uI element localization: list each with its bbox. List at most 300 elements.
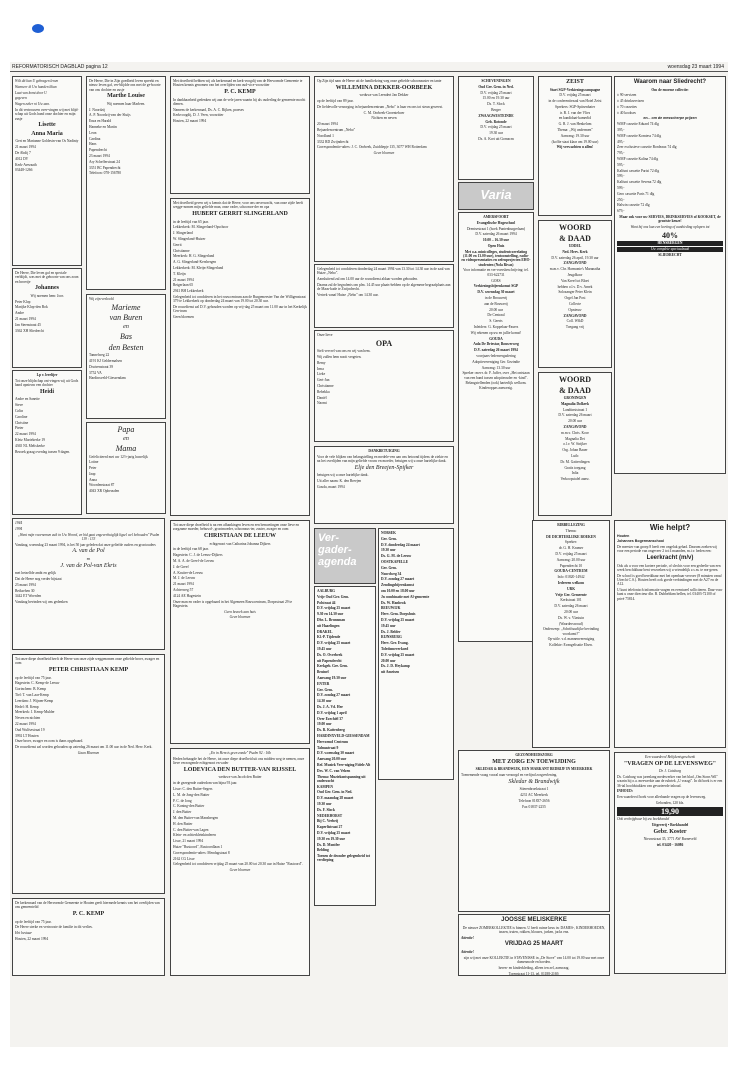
text-line: Start SGP-Verkiezingscampagne [549, 87, 601, 92]
text-line: Opnieuw [568, 307, 582, 312]
agenda-scheveningen [458, 76, 534, 180]
text-line: D.V. zondag 27 maart [381, 577, 415, 582]
text-line: Gouda, maart 1994 [317, 484, 345, 489]
newspaper-page [10, 62, 728, 1047]
text-line: Oud Ger. Gem. in Ned. [317, 790, 353, 795]
text-line: Vrije Ger. Gemeente [555, 592, 587, 597]
text-line: ± 70 cassettes [617, 104, 637, 109]
text-line: Heden behaagde het de Heere, tot onze diepe droefheid uit ons midden weg te nemen, onze lieve verzorgende echtgenoot en vader [173, 756, 305, 766]
text-line: 4012 DV [15, 156, 29, 161]
text-line: A. Kruiter-de Leeuw [173, 570, 203, 575]
text-line: Laat van komt door U [15, 90, 47, 95]
text-line: 14.30 uur [317, 699, 332, 704]
text-line: WMF cassette Eduard 74 dlg [617, 122, 659, 127]
text-line: Neven en nichten [15, 716, 41, 721]
text-line: Vrije Oud Ger. Gem. [317, 594, 350, 599]
text-line: Spreker: [564, 540, 578, 545]
text-line: Gelegenheid tot condoleren donderdag 24 maart 1994 van 13.30 tot 14.30 uur in de zaal van Huize „Nebo". [317, 267, 450, 276]
text-line: A. P. Noordzij-van der Sluijs [89, 113, 131, 118]
text-line: en [123, 323, 129, 330]
text-line: M. J. de Leeuw [173, 576, 196, 581]
text-line: ZANGAVOND [563, 424, 587, 429]
text-line: Over Ezechiël 37 [317, 716, 343, 721]
text-line: Ds. F. Slock [317, 807, 335, 812]
text-line: Ds. O. Overbeek [317, 652, 343, 657]
text-line: Kalfunt cassette Parisi 72 dlg [617, 168, 660, 173]
text-line: WILLEMINA DEKKER-OORBEEK [335, 84, 433, 91]
text-line: Correspondentie-adres: Mendagstraat 8 [173, 850, 230, 855]
notice-opa [314, 330, 454, 442]
text-line: Hedel: H. Kemp [15, 704, 39, 709]
text-line: 19.30 en 19.30 uur [317, 836, 346, 841]
text-line: Open Huis [487, 243, 505, 248]
text-line: 21 maart 1994 [173, 277, 194, 282]
text-line: Ned. Herv. Kerk [562, 249, 588, 254]
text-line: Drs. W. C. van Velzen [317, 768, 351, 773]
text-line: Berger [491, 107, 501, 112]
text-line: 20 maart 1994 [317, 122, 338, 127]
text-line: D.V. maandag 28 maart [317, 796, 354, 801]
text-line: D.V. vrijdag 1 april [317, 710, 347, 715]
text-line: NEDERHORST [317, 813, 343, 818]
text-line: zijn wij met onze KOLLEKTIE in STAVENISSE in „De Stove" van 14.00 tot 19.00 uur met onze damesmode en hoeden. [463, 955, 605, 964]
text-line: Namens de kerkenraad, Ds. A. C. Rijken, praeses [173, 107, 244, 112]
text-line: Steve [15, 403, 23, 408]
text-line: GOUDA-CENTRUM [554, 569, 588, 574]
text-line: Meerkerk: H. G. Slingerland [173, 254, 215, 259]
text-line: Voor informatie en ver-voersbeschrijving: tel. 033-622731 [463, 268, 529, 277]
text-line: Noordweg 34 [381, 571, 402, 576]
text-line: Kl.-P. Tijdende [317, 635, 341, 640]
text-line: Dat de Heere nog verder bijstaat [15, 577, 62, 582]
text-line: 19.30 uur [317, 801, 332, 806]
text-line: in de conferentiezaal van Hotel Zeist [548, 99, 602, 104]
varia-lectures [532, 520, 610, 748]
text-line: Wanneer ik Uw handen likan [15, 84, 57, 89]
text-line: ± 45 drinkservizen [617, 99, 644, 104]
text-line: Geen bloemen [173, 315, 194, 320]
text-line: Collecte [569, 301, 581, 306]
text-line: Spreker: mevr. dr. F. Juffer, over „Het ontstaan van een band tussen adoptieouder en -kind". [462, 371, 530, 380]
text-line: Wij noemen hem: Joos [30, 293, 64, 298]
text-line: 4043 XR Opheusden [89, 489, 120, 494]
text-line: Papendrecht [89, 148, 107, 153]
text-line: 495,- [617, 139, 625, 144]
text-line: JOOSSE MELISKERKE [501, 917, 567, 923]
text-line: D.V. woensdag 30 maart [477, 290, 515, 295]
text-line: Zendingsbijeenkomst [381, 583, 414, 588]
text-line: in de gezegende ouderdom van bijna 93 jaar. [173, 781, 238, 786]
text-line: 9.30 en 14.30 uur [317, 612, 344, 617]
text-line: „Want mijn voornemen zult in Uw Woord, en bid gaat engeverbuiglijk ligsel wel behouden" Psalm 119 : 133 [17, 532, 160, 541]
text-line: 19,90 [617, 807, 723, 816]
text-line: Wij verwachten u allen! [556, 145, 594, 150]
text-line: Geen bloemen [373, 151, 395, 156]
text-line: Lotine [89, 460, 99, 465]
text-line: Naomi [317, 401, 327, 406]
ad-meliskerke [458, 914, 610, 976]
text-line: om 10.00 en 18.00 uur [381, 588, 415, 593]
text-line: Lisse, 21 maart 1994 [173, 839, 204, 844]
text-line: URK [567, 586, 575, 591]
text-line: Mama [115, 444, 137, 453]
text-line: Een waardevol Belijdenisgeschenk [645, 755, 695, 759]
text-line: Aanvang: 20.00 uur [556, 557, 586, 562]
text-line: Want bij ons kan een korting of aanbieding oplopen tot [630, 225, 710, 230]
text-line: D.V. zaterdag 26 maart 1994 [474, 348, 518, 353]
text-line: 679,- [617, 209, 625, 214]
text-line: Pieter [15, 426, 24, 431]
text-line: Op Zijn tijd nam de Heere uit de familiekring weg onze geliefde schoonzuster en tante [317, 79, 442, 83]
text-line: Kerkvoogdij, D. J. Veen, voorzitter [173, 113, 224, 118]
text-line: 22 maart 1994 [15, 721, 36, 726]
text-line: C. Koning-den Butter [173, 804, 205, 809]
text-line: 599,- [617, 186, 625, 191]
text-line: Bruinel [317, 670, 329, 675]
text-line: Met droefheid hebben wij als kerkenraad en kerk-voogdij van de Hervormde Gemeente te Houten kennis genomen van het overlijden van oud-vice-voorzitter [173, 79, 303, 88]
text-line: J. den Butter [173, 810, 192, 815]
text-line: D.V. vrijdag 25 maart [317, 606, 351, 611]
text-line: 19.30 uur [381, 548, 396, 553]
text-line: UDDEL [568, 244, 582, 248]
text-line: 2162 CG Lisse [173, 856, 195, 861]
text-line: Polstraat 44 [317, 600, 336, 605]
text-line: D.V. zaterdag 26 maart [554, 604, 588, 609]
text-line: Op-uitle. v.d. mannenvereniging [547, 637, 595, 642]
text-line: C. M. Oorbeek-Groenteboer [363, 110, 405, 115]
text-line: Andre [15, 311, 24, 316]
text-line: Uitgeverij • Boekhandel [651, 823, 689, 828]
text-line: SKLEDAR & BRANDWIJK, EEN MARKANT BEDRIJF IN MEERKERK [475, 767, 593, 772]
text-line: Caroline [15, 414, 28, 419]
text-line: hebben o.l.v. D.v. Arnek [557, 284, 593, 289]
text-line: Nichten en neven [371, 116, 397, 121]
text-line: Zeer exclusieve cassette Bordeaux 74 dlg [617, 145, 677, 150]
text-line: 21 maart 1994 [15, 317, 36, 322]
text-line: Belding [317, 848, 329, 853]
text-line: Kollekte: Evangelisatie Elsen. [549, 643, 593, 648]
text-line: Bij C. Verheij [317, 819, 339, 824]
text-line: Hagestein: C. J. de Leeuw-Dijkers [173, 553, 223, 558]
text-line: Telefoon: 078-156780 [89, 171, 121, 176]
text-line: voorjaars-ledenvergadering [476, 353, 516, 358]
text-line: Gaan Bloemen [77, 750, 100, 755]
text-line: Vandaag bevinden wij ons gedenken [15, 600, 68, 605]
text-line: D.V. vrijdag 25 maart [555, 551, 587, 556]
text-line: Bezoek graag overdag tussen 9 dagen. [15, 449, 71, 454]
text-line: Om de enorme collectie: [651, 87, 689, 92]
text-line: Tiel: T. van Laar-Kemp [15, 692, 49, 697]
text-line: Ds. D. Montfer [317, 842, 340, 847]
text-line: Jeugdkoor [567, 272, 583, 277]
text-line: Reigerlaan 65 [173, 283, 194, 288]
text-line: Bejaardencentrum „Nebo" [317, 128, 356, 133]
text-line: Houten, 22 maart 1994 [15, 936, 49, 941]
text-line: Onderwerp: „Schriftuurlijke bevinding voorkomt?" [543, 627, 599, 636]
text-line: Ger. Gem. [317, 687, 333, 692]
text-line: INHOUD: [617, 789, 633, 794]
text-line: M. A. A. de Greef-de Leeuw [173, 558, 215, 563]
text-line: 3442 ET Woerden [15, 594, 42, 599]
agenda-column-2 [314, 586, 376, 906]
text-line: D.V. vrijdag 25 maart [559, 93, 591, 98]
masthead [10, 62, 728, 72]
text-line: Herv. Ger. Evang. [381, 641, 409, 646]
text-line: D.V. vrijdag 25 maart [381, 652, 415, 657]
text-line: Kerkstraat 101 [560, 598, 582, 603]
text-line: op de leeftijd van 75 jaar. [15, 675, 52, 680]
text-line: 15.00 en 19.30 uur [482, 96, 510, 101]
text-line: Info: 01820-14942 [557, 575, 585, 580]
text-line: o.l.v. W. Strijker [563, 442, 587, 447]
woord-daad-uddel [538, 220, 612, 368]
text-line: 3362 XH Sliedrecht [15, 328, 44, 333]
text-line: De kerkenraad van de Hervormde Gemeente te Houten geeft hiermede kennis van het overlijden van ons gemeentelid [15, 901, 160, 910]
text-line: D.V. zondag 27 maart [317, 693, 351, 698]
woord-daad-groningen [538, 372, 612, 516]
text-line: weduwe van Jacob den Butter [218, 775, 262, 780]
text-line: Huize "Rustoord", Rustoordlaan 1 [173, 844, 223, 849]
text-line: Magnalia Dei [565, 436, 585, 441]
text-line: Houten, 22 maart 1994 [173, 119, 207, 124]
text-line: Gelegenheid tot condoleren vrijdag 25 maart van 20.00 tot 20.30 uur in Huize "Rustoord". [173, 862, 303, 867]
anniversary-van-de-pol [12, 518, 165, 650]
birth-notice-marthe [86, 76, 166, 290]
text-line: Waarom naar Sliedrecht? [633, 79, 707, 85]
text-line: in de leeftijd van 65 jaar. [173, 219, 209, 224]
text-line: Onze broer, zwager en oom is thans opgebaard. [15, 739, 84, 744]
text-line: Cardina [89, 136, 101, 141]
text-line: "VRAGEN OP DE LEVENSWEG" [623, 760, 717, 767]
text-line: Lekkerkerk: M. Slingerland-Opschoor [173, 225, 229, 230]
text-line: Ds. G. M. de Leeuw [381, 554, 412, 559]
text-line: Talmastraat 9 [317, 745, 339, 750]
text-line: Kleiz Muriekerke 19 [15, 437, 45, 442]
text-line: m.m.v. Chris. Koor [561, 430, 589, 435]
text-line: D.V. zaterdag 26 maart [558, 413, 592, 418]
text-line: Ds. W. Hanbrok [381, 600, 406, 605]
text-line: ± 40 kookses [617, 110, 636, 115]
text-line: Geb. Rotonde [485, 119, 507, 124]
text-line: Uw complete speciaalzaak [617, 247, 723, 251]
text-line: 19.45 uur [317, 646, 332, 651]
text-line: Gorinchem: B. Kemp [15, 687, 47, 692]
text-line: 21 maart 1994 [173, 582, 194, 587]
text-line: D.V. donderdag 24 maart [381, 542, 420, 547]
text-line: GEZONDHEIDSZORG [515, 753, 553, 757]
text-line: Maar ook voor uw SERVIES, DRINKSERVIES of KOOKSET, de grootste keuze! [619, 215, 721, 224]
text-line: KAMPEN [317, 784, 333, 789]
text-line: D.V. woensdag 30 maart [317, 751, 355, 756]
text-line: Lekkerkerk: M. Kleijn-Slingerland [173, 265, 224, 270]
text-line: Houten [617, 533, 630, 538]
text-line: „En in Hem is geen zonde" Psalm 92 : 16b [209, 751, 271, 755]
text-line: Ds. R. Kattenberg [317, 728, 345, 733]
text-line: & DAAD [559, 385, 591, 395]
text-line: 03448-1266 [15, 168, 33, 173]
text-line: 23 maart 1994 [89, 154, 110, 159]
text-line: ZANGAVOND [563, 313, 587, 318]
text-line: uit Ameisen [381, 670, 400, 675]
text-line: Gert-Jan [317, 378, 330, 383]
text-line: Ref. Muziek Vere-niging Fidele Alt [317, 762, 371, 767]
text-line: G. R. J. van Henkelom [558, 122, 592, 127]
text-line: echtgenoot van Catharina Johanna Dijkers [209, 541, 271, 546]
text-line: Aanvang 19.30 uur [317, 675, 347, 680]
text-line: OPA [375, 338, 393, 348]
birth-notice-heidi [12, 370, 82, 515]
text-line: Leerdam: J. Wijnen-Kemp [15, 698, 54, 703]
text-line: J. van de Pol-van Ekris [60, 562, 117, 569]
text-line: Aansluitend zal om 14.00 uur de rouwdienst aldaar worden gehouden. [317, 277, 418, 282]
death-notice-kerkenraad [12, 898, 165, 976]
text-line: De Heere, Die leven gaf en speciale verblijdt, was met de geboorte van ons zoon en broertje [15, 271, 79, 284]
death-notice-kemp [12, 654, 165, 894]
text-line: AALBURG [317, 589, 335, 593]
text-line: BEEUWIJK [381, 606, 401, 611]
text-line: W. Slingerland-Huizer [173, 236, 206, 241]
text-line: De Heere sterke en vertrooste de familie in dit verlies. [15, 925, 93, 930]
text-line: Thema: [565, 528, 577, 533]
text-line: De Centraal [487, 313, 505, 318]
text-line: Gerrit [173, 242, 182, 247]
text-line: 20.00 uur [568, 419, 582, 424]
text-line: Wilt dit kan U gebragen lenen [15, 79, 59, 83]
text-line: 250,- [617, 197, 625, 202]
text-line: Met o.a. minicolleges, studentcorrelating (11.00 en 13.00 uur), tentoonstelling, radio- en videopresentaties en oefenprojecten EHO-studenten (Nola Rivas) [461, 249, 531, 267]
text-line: MET ZORG EN TOEWIJDING [492, 758, 576, 765]
text-line: Woordenstraat 87 [89, 483, 115, 488]
text-line: D.V. vrijdag 25 maart [480, 125, 512, 130]
text-line: 2941 BH Lekkerkerk [173, 289, 204, 294]
text-line: Hardinxveld-Giessendam [89, 376, 126, 381]
death-notice-de-leeuw [170, 520, 310, 744]
text-line: De rouwdienst zal worden gehouden op zaterdag 26 maart om 11.00 uur in de Ned. Herv. Kerk. [15, 745, 153, 750]
text-line: Elje den Breejen-Spijker [354, 464, 414, 471]
text-line: Papendrecht 10 [559, 563, 583, 568]
agenda-header [314, 528, 376, 584]
text-line: tel. 03420 - 16086 [656, 843, 684, 848]
text-line: Orgel Jan Post [564, 296, 586, 301]
ad-hensbergen [614, 76, 726, 474]
text-line: Telefoon 01837-2656 [518, 798, 550, 803]
text-line: 4365 NL Meliskerke [15, 443, 45, 448]
text-line: L. M. de Jong-den Butter [173, 792, 210, 797]
text-line: Torenstraat 11-13, tel. 01188-2169. [508, 971, 560, 976]
text-line: Ook verkrijgbaar bij uw boekhandel [617, 817, 670, 822]
text-line: 10.00 – 16.30 uur [482, 238, 510, 243]
text-line: Tannelweg 22 [89, 353, 110, 358]
text-line: Aanvang: 19.30 uur [560, 133, 590, 138]
text-line: GRONINGEN [563, 396, 587, 400]
text-line: HARDINXVELD-GIESSENDAM [317, 733, 370, 738]
text-line: LODEVICA DEN BUTTER-VAN RIJSSEL [183, 766, 297, 773]
text-line: 4231 AC Meerkerk [520, 793, 548, 798]
text-line: SLIEDRECHT [658, 253, 682, 258]
text-line: Hanneke en Martin [89, 125, 117, 130]
text-line: Johannes [34, 285, 59, 292]
text-line: 20.00 uur [489, 307, 503, 312]
text-line: Kalfunt cassette Sevena 72 dlg [617, 180, 662, 185]
text-line: Irma [317, 366, 324, 371]
text-line: en kandidaat-kamerlid [558, 116, 592, 121]
text-line: met hetzelfde ambt en gelijk [15, 571, 56, 576]
text-line: Anna Maria [31, 130, 63, 137]
text-line: Gratis toegang [564, 465, 586, 470]
text-line: ZWAAGWESTEINDE [478, 113, 514, 118]
birth-notice-johannes [12, 268, 82, 368]
text-line: De nieuwe ZOMERKOLLEKTIE is binnen. U heeft ruime keus in: DAMES-, KINDERHOEDEN, tassen, truien, rokken, blouses, jurken, jacks enz. [462, 925, 606, 934]
text-line: Ds. J. Belder [381, 629, 401, 634]
text-line: Aula De Driestar, Bouwerweg [473, 342, 519, 347]
text-line: Ds. T. Slock [487, 102, 505, 107]
text-line: Herv. Gem. Dorpshuis [381, 612, 416, 617]
text-line: Ger. Gem. [381, 565, 397, 570]
text-line: Druivenstraat 39 [89, 364, 114, 369]
text-line: Wij zijn verloofd [89, 297, 114, 301]
text-line: en... om de messcherpe prijzen [643, 116, 697, 121]
text-line: Marthe Louise [107, 93, 145, 100]
text-line: ENTER [317, 681, 330, 686]
text-line: WMF cassette Kalina 74 dlg [617, 157, 659, 162]
agenda-title: Ver-gader-agenda [318, 532, 357, 568]
text-line: Aanvang: 13.30 uur [481, 365, 511, 370]
text-line: m.m.v. Chr. Harmonie's Maranatha [549, 267, 601, 272]
text-line: Papa [117, 425, 135, 434]
text-line: Kaperlistraat 27 [317, 825, 343, 830]
text-line: Vertrek vanaf Huize „Nebo" om 14.30 uur. [317, 292, 379, 297]
text-line: Ds. A. Kort uit Gornacm [478, 136, 514, 141]
text-line: Magnalia Dolkerk [560, 401, 590, 406]
text-line: Geen bezoek aan huis [224, 609, 256, 614]
text-line: Uit aller naam: K. den Breejen [317, 479, 362, 484]
text-line: heren- en kinderkleding, alleen ten zel, aanvraag. [498, 965, 570, 970]
text-line: Lisse: C. den Butter-Segers [173, 786, 213, 791]
text-line: HUBERT GERRIT SLINGERLAND [192, 211, 288, 218]
text-line: Ds. W. v. Vlastuin [557, 615, 585, 620]
text-line: Ds. J. D. Heykamp [381, 664, 410, 669]
text-line: op de leeftijd van 75 jaar. [15, 919, 52, 924]
text-line: Christine [15, 420, 29, 425]
text-line: WMF cassette Komtess 74 dlg [617, 133, 662, 138]
text-line: Stelt vervrel van ons en wij van hem. [317, 349, 371, 354]
text-line: Org. Johan Bauer [562, 448, 588, 453]
text-line: H. den Butter [173, 821, 193, 826]
text-line: De school is goed bereikbaar met het openbaar vervoer (8 minuten vanaf Utrecht C.S.). Houten heeft ook goede verbindingen met de A27 en de A12. [617, 573, 722, 587]
text-line: Klein- en achterkleinkinderen [173, 833, 216, 838]
blue-mark [32, 24, 44, 33]
text-line: De liefdevolle verzorging in bejaardencentrum „Nebo" is haar en ons tot steun geweest. [317, 104, 444, 109]
text-line: in de Brouwerij [484, 295, 508, 300]
varia-title: Varia [480, 187, 512, 202]
text-line: aan de Bouwerij [484, 301, 508, 306]
birth-notice-lisette [12, 76, 82, 266]
text-line: Verkoopstafel aanw. [560, 477, 590, 482]
text-line: U kunt telefonisch informatie vragen en eventueel solliciteren. Daar-voor kunt u onze directeur dhr. B. Dubbeldam bellen, tel. 03403-72100 of privé 75814. [617, 588, 723, 601]
text-line: uit Papendrecht [317, 658, 342, 663]
text-line: 3351 BC Papendrecht [89, 165, 121, 170]
text-line: Vandaag, woensdag 23 maart 1994, is het 50 jaar geleden dat onze geliefde ouders en grootouders [15, 542, 156, 547]
engagement-notice [86, 294, 166, 419]
text-line: Tot onze blijdschap ont-vingen wij uit Gods hand opnieuw een dochter [15, 378, 79, 388]
text-line: S. Geerts [489, 319, 503, 324]
text-line: NOBSEK [381, 531, 396, 535]
text-line: en [86, 556, 91, 561]
text-line: (koffie staat klaar om 19.00 uur) [551, 139, 599, 144]
text-line: Adoptievereniging Ger. Gezindte [472, 359, 520, 364]
text-line: 21 maart 1994 [15, 145, 36, 150]
text-line: Hagestein: C. Kemp-de Leeuw [15, 681, 60, 686]
